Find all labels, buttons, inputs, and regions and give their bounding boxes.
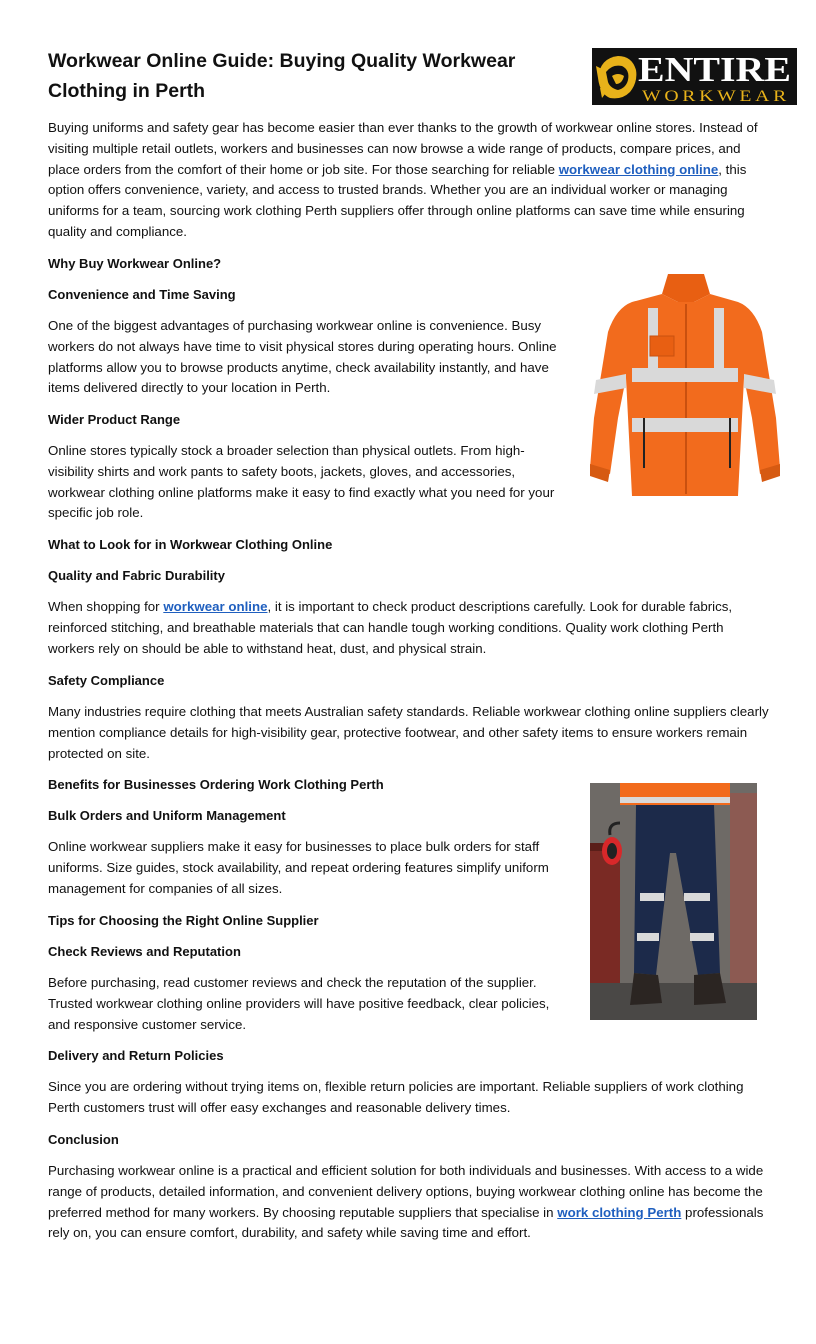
heading-why-buy: Why Buy Workwear Online? bbox=[48, 256, 222, 271]
heading-what-to-look-for: What to Look for in Workwear Clothing Online bbox=[48, 537, 333, 552]
quality-paragraph bbox=[48, 597, 770, 659]
quality-text-end: , it is important to check product descriptions carefully. Look for durable fabrics, reinforced stitching, and breathable materials that can handle tough working conditions. Quality work clothing Perth workers rely on should be able to withstand heat, dust, and physical strain. bbox=[48, 599, 733, 656]
heading-reviews: Check Reviews and Reputation bbox=[48, 944, 241, 959]
heading-product-range: Wider Product Range bbox=[48, 412, 181, 427]
quality-text-start: When shopping for bbox=[48, 599, 164, 614]
logo-brand-top: ENTIRE bbox=[638, 50, 791, 89]
heading-conclusion: Conclusion bbox=[48, 1132, 119, 1147]
heading-quality: Quality and Fabric Durability bbox=[48, 568, 225, 583]
intro-text-start: Buying uniforms and safety gear has become easier than ever thanks to the growth of workwear online stores. Instead of visiting multiple retail outlets, workers and businesses can now browse a wide range of products, compare prices, and place orders from the comfort of their home or job site. For those searching for reliable bbox=[48, 120, 758, 177]
heading-tips: Tips for Choosing the Right Online Supplier bbox=[48, 913, 319, 928]
heading-delivery-returns: Delivery and Return Policies bbox=[48, 1048, 224, 1063]
logo-brand-bottom: WORKWEAR bbox=[642, 88, 790, 105]
intro-paragraph bbox=[48, 118, 770, 243]
entire-workwear-logo bbox=[592, 48, 797, 105]
intro-text-end: , this option offers convenience, variety, and access to trusted brands. Whether you are an individual worker or managing uniforms for a team, sourcing work clothing Perth suppliers offer through online platforms can save time while ensuring quality and compliance. bbox=[48, 161, 747, 239]
work-clothing-perth-link[interactable]: work clothing Perth bbox=[557, 1204, 682, 1220]
workwear-clothing-online-link[interactable]: workwear clothing online bbox=[558, 161, 719, 177]
conclusion-paragraph bbox=[48, 1161, 770, 1244]
product-range-paragraph: Online stores typically stock a broader selection than physical outlets. From high-visibility shirts and work pants to safety boots, jackets, gloves, and accessories, workwear clothing online platforms make it easy to find exactly what you need for your specific job role. bbox=[48, 443, 555, 521]
delivery-paragraph: Since you are ordering without trying items on, flexible return policies are important. Reliable suppliers of work clothing Perth customers trust will offer easy exchanges and reasonable delivery times. bbox=[48, 1079, 744, 1115]
hi-vis-jacket-image bbox=[586, 268, 784, 506]
heading-convenience: Convenience and Time Saving bbox=[48, 287, 236, 302]
heading-benefits: Benefits for Businesses Ordering Work Clothing Perth bbox=[48, 777, 384, 792]
heading-safety-compliance: Safety Compliance bbox=[48, 673, 165, 688]
convenience-paragraph: One of the biggest advantages of purchasing workwear online is convenience. Busy workers do not always have time to visit physical stores during operating hours. Online platforms allow you to browse products anytime, check availability instantly, and have items delivered directly to your location in Perth. bbox=[48, 318, 557, 396]
conclusion-text-start: Purchasing workwear online is a practical and efficient solution for both individuals and businesses. With access to a wide range of products, detailed information, and convenient delivery options, buying workwear clothing online has become the preferred method for many workers. By choosing reputable suppliers that specialise in bbox=[48, 1163, 764, 1220]
page-title: Workwear Online Guide: Buying Quality Workwear Clothing in Perth bbox=[48, 50, 516, 102]
bulk-orders-paragraph: Online workwear suppliers make it easy for businesses to place bulk orders for staff uniforms. Size guides, stock availability, and repeat ordering features simplify uniform management for companies of all sizes. bbox=[48, 839, 549, 896]
safety-paragraph: Many industries require clothing that meets Australian safety standards. Reliable workwear clothing online suppliers clearly mention compliance details for high-visibility gear, protective footwear, and other safety items to ensure workers remain protected on site. bbox=[48, 704, 769, 761]
reviews-paragraph: Before purchasing, read customer reviews and check the reputation of the supplier. Trusted workwear clothing online providers will have positive feedback, clear policies, and responsive customer service. bbox=[48, 975, 550, 1032]
lion-icon bbox=[596, 56, 636, 98]
heading-bulk-orders: Bulk Orders and Uniform Management bbox=[48, 808, 286, 823]
conclusion-text-end: professionals rely on, you can ensure comfort, durability, and safety while saving time and effort. bbox=[48, 1204, 764, 1241]
workwear-online-link[interactable]: workwear online bbox=[163, 599, 268, 614]
work-pants-image bbox=[590, 783, 757, 1020]
